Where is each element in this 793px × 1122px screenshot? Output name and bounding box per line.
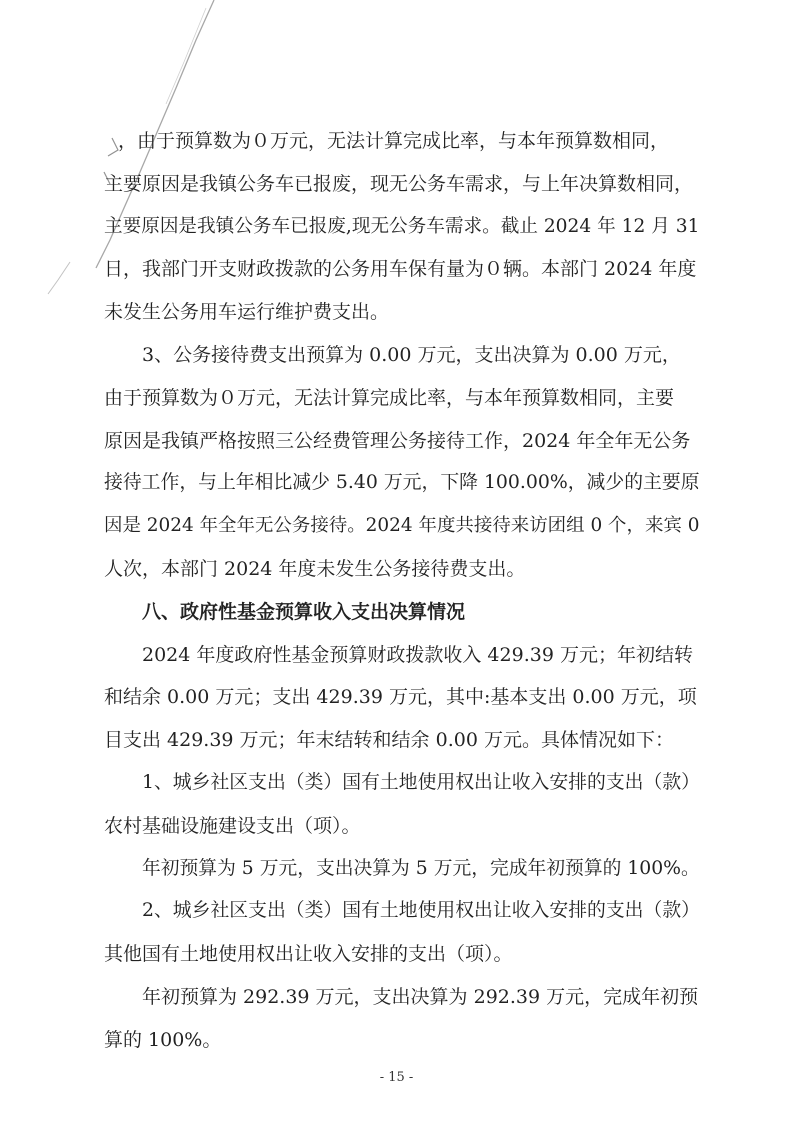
text-line-17: 农村基础设施建设支出（项）。 (104, 815, 361, 837)
text-line-7: 由于预算数为０万元，无法计算完成比率，与本年预算数相同，主要 (104, 387, 675, 409)
page-number: - 15 - (379, 1070, 414, 1085)
text-line-13: 2024 年度政府性基金预算财政拨款收入 429.39 万元；年初结转 (142, 644, 693, 666)
text-line-18: 年初预算为 5 万元，支出决算为 5 万元，完成年初预算的 100%。 (142, 858, 700, 879)
text-line-1: ，由于预算数为０万元，无法计算完成比率，与本年预算数相同， (118, 130, 670, 152)
text-line-20: 其他国有土地使用权出让收入安排的支出（项）。 (104, 943, 513, 965)
section-heading: 八、政府性基金预算收入支出决算情况 (142, 601, 466, 623)
text-line-9: 接待工作，与上年相比减少 5.40 万元，下降 100.00%，减少的主要原 (104, 472, 700, 493)
text-line-22: 算的 100%。 (104, 1029, 222, 1051)
text-line-11: 人次，本部门 2024 年度未发生公务接待费支出。 (104, 558, 526, 580)
text-line-10: 因是 2024 年全年无公务接待。2024 年度共接待来访团组 0 个，来宾 0 (104, 515, 700, 536)
text-line-5: 未发生公务用车运行维护费支出。 (104, 301, 390, 323)
text-line-6: 3、公务接待费支出预算为 0.00 万元，支出决算为 0.00 万元， (142, 344, 681, 366)
text-line-19: 2、城乡社区支出（类）国有土地使用权出让收入安排的支出（款） (142, 900, 700, 921)
text-line-15: 目支出 429.39 万元；年末结转和结余 0.00 万元。具体情况如下： (104, 729, 674, 751)
text-line-2: 主要原因是我镇公务车已报废，现无公务车需求，与上年决算数相同， (104, 173, 694, 195)
text-line-21: 年初预算为 292.39 万元，支出决算为 292.39 万元，完成年初预 (142, 986, 699, 1008)
text-line-4: 日，我部门开支财政拨款的公务用车保有量为０辆。本部门 2024 年度 (104, 258, 697, 280)
text-line-16: 1、城乡社区支出（类）国有土地使用权出让收入安排的支出（款） (142, 772, 700, 793)
text-line-14: 和结余 0.00 万元；支出 429.39 万元，其中:基本支出 0.00 万元，项 (104, 686, 697, 708)
text-line-3: 主要原因是我镇公务车已报废,现无公务车需求。截止 2024 年 12 月 31 (104, 216, 700, 237)
text-line-8: 原因是我镇严格按照三公经费管理公务接待工作，2024 年全年无公务 (104, 430, 691, 452)
